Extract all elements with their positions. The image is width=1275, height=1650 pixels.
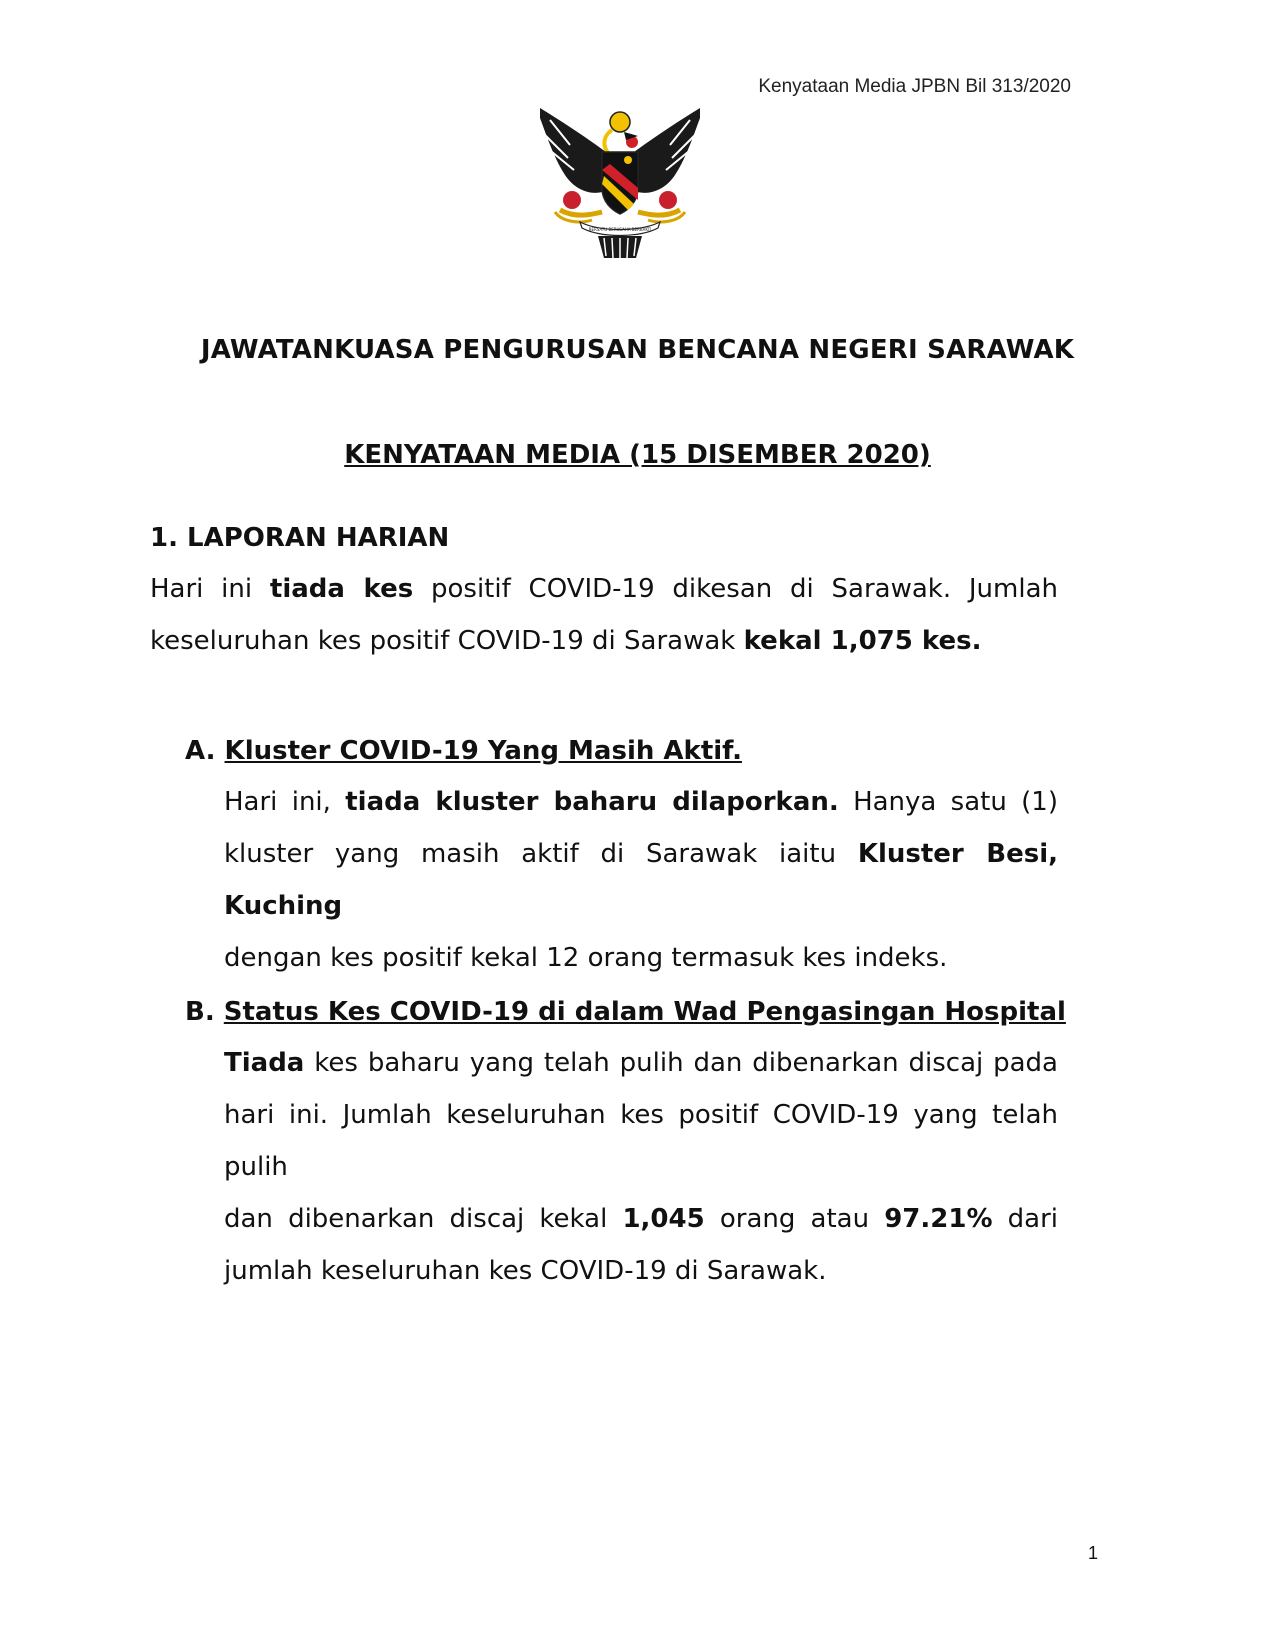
section-heading-text: Kluster COVID-19 Yang Masih Aktif. xyxy=(224,736,742,766)
paragraph-line: dengan kes positif kekal 12 orang termasuk kes indeks. xyxy=(224,943,948,973)
paragraph-line: jumlah keseluruhan kes COVID-19 di Sarawak. xyxy=(224,1256,827,1286)
organization-title: JAWATANKUASA PENGURUSAN BENCANA NEGERI SARAWAK xyxy=(200,335,1075,365)
paragraph-line: Hari ini, tiada kluster baharu dilaporkan. Hanya satu (1) xyxy=(224,787,1058,817)
paragraph-line: keseluruhan kes positif COVID-19 di Sarawak kekal 1,075 kes. xyxy=(150,626,982,656)
paragraph-line: kluster yang masih aktif di Sarawak iaitu Kluster Besi, Kuching xyxy=(224,839,1058,921)
page-number: 1 xyxy=(1088,1543,1099,1563)
sarawak-coat-of-arms-icon xyxy=(540,100,700,270)
paragraph-line: Tiada kes baharu yang telah pulih dan dibenarkan discaj pada xyxy=(224,1048,1058,1078)
section-letter: A. xyxy=(185,736,216,766)
active-clusters-paragraph xyxy=(224,776,1058,984)
document-title-text: KENYATAAN MEDIA (15 DISEMBER 2020) xyxy=(344,440,931,470)
paragraph-line: Hari ini tiada kes positif COVID-19 dikesan di Sarawak. Jumlah xyxy=(150,574,1058,604)
section-heading-laporan-harian: 1. LAPORAN HARIAN xyxy=(150,523,450,553)
paragraph-line: hari ini. Jumlah keseluruhan kes positif COVID-19 yang telah pulih xyxy=(224,1100,1058,1182)
daily-report-paragraph xyxy=(150,563,1058,667)
section-heading-hospital-status xyxy=(185,997,1066,1027)
section-letter: B. xyxy=(185,997,215,1027)
section-heading-active-clusters xyxy=(185,736,742,766)
document-title xyxy=(0,440,1275,470)
document-reference: Kenyataan Media JPBN Bil 313/2020 xyxy=(758,76,1071,97)
paragraph-line: dan dibenarkan discaj kekal 1,045 orang atau 97.21% dari xyxy=(224,1204,1058,1234)
section-heading-text: Status Kes COVID-19 di dalam Wad Pengasingan Hospital xyxy=(223,997,1066,1027)
crest-motto: BERSATU BERUSAHA BERBAKTI xyxy=(588,227,652,232)
hospital-status-paragraph xyxy=(224,1037,1058,1297)
